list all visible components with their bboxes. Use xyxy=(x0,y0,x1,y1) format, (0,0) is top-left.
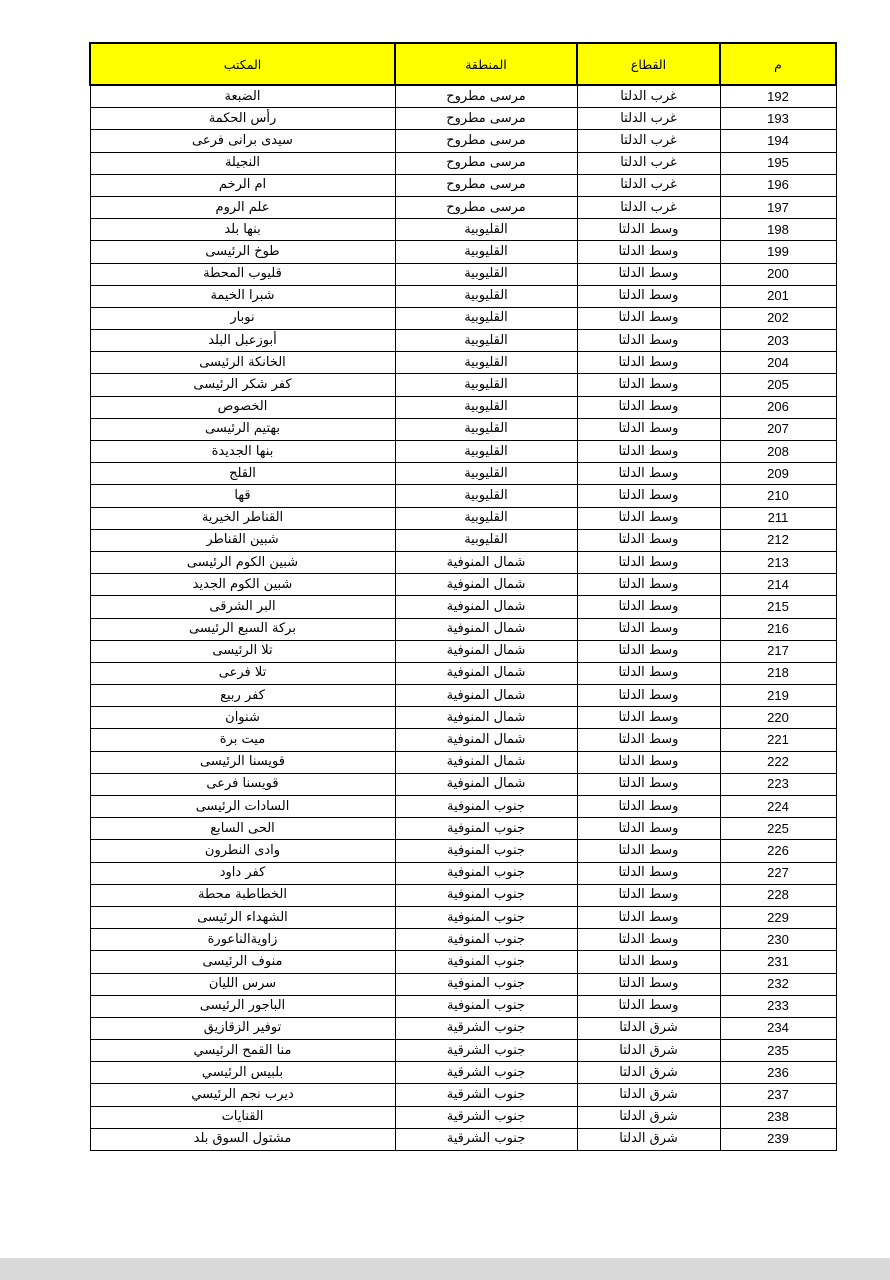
table-row xyxy=(90,973,836,995)
sector-cell: وسط الدلتا xyxy=(577,596,720,618)
table-body xyxy=(90,85,836,1151)
number-cell: 231 xyxy=(720,951,836,973)
office-cell: شنوان xyxy=(90,707,395,729)
table-row xyxy=(90,352,836,374)
table-row xyxy=(90,241,836,263)
region-cell: شمال المنوفية xyxy=(395,596,577,618)
region-cell: جنوب المنوفية xyxy=(395,796,577,818)
region-cell: القليوبية xyxy=(395,396,577,418)
number-cell: 221 xyxy=(720,729,836,751)
office-cell: بهتيم الرئيسى xyxy=(90,418,395,440)
number-cell: 219 xyxy=(720,685,836,707)
number-cell: 226 xyxy=(720,840,836,862)
office-cell: السادات الرئيسى xyxy=(90,796,395,818)
sector-cell: وسط الدلتا xyxy=(577,951,720,973)
office-cell: قها xyxy=(90,485,395,507)
office-cell: الحى السابع xyxy=(90,818,395,840)
number-cell: 232 xyxy=(720,973,836,995)
region-cell: جنوب المنوفية xyxy=(395,840,577,862)
table-row xyxy=(90,773,836,795)
region-cell: جنوب الشرقية xyxy=(395,1128,577,1150)
number-cell: 203 xyxy=(720,330,836,352)
table-row xyxy=(90,263,836,285)
sector-cell: غرب الدلتا xyxy=(577,108,720,130)
region-cell: القليوبية xyxy=(395,463,577,485)
sector-cell: غرب الدلتا xyxy=(577,130,720,152)
region-cell: جنوب المنوفية xyxy=(395,862,577,884)
number-cell: 205 xyxy=(720,374,836,396)
header-sector: القطاع xyxy=(577,43,720,85)
number-cell: 220 xyxy=(720,707,836,729)
region-cell: القليوبية xyxy=(395,263,577,285)
region-cell: مرسى مطروح xyxy=(395,174,577,196)
table-row xyxy=(90,285,836,307)
office-cell: قويسنا الرئيسى xyxy=(90,751,395,773)
table-row xyxy=(90,574,836,596)
sector-cell: شرق الدلتا xyxy=(577,1106,720,1128)
number-cell: 234 xyxy=(720,1017,836,1039)
region-cell: جنوب المنوفية xyxy=(395,818,577,840)
number-cell: 197 xyxy=(720,196,836,218)
table-row xyxy=(90,85,836,108)
sector-cell: شرق الدلتا xyxy=(577,1017,720,1039)
region-cell: مرسى مطروح xyxy=(395,85,577,108)
office-cell: وادى النطرون xyxy=(90,840,395,862)
table-row xyxy=(90,929,836,951)
office-cell: ميت برة xyxy=(90,729,395,751)
table-row xyxy=(90,1062,836,1084)
sector-cell: وسط الدلتا xyxy=(577,729,720,751)
table-row xyxy=(90,396,836,418)
table-row xyxy=(90,108,836,130)
sector-cell: وسط الدلتا xyxy=(577,574,720,596)
number-cell: 230 xyxy=(720,929,836,951)
number-cell: 207 xyxy=(720,418,836,440)
region-cell: القليوبية xyxy=(395,485,577,507)
sector-cell: وسط الدلتا xyxy=(577,463,720,485)
region-cell: القليوبية xyxy=(395,307,577,329)
sector-cell: وسط الدلتا xyxy=(577,396,720,418)
region-cell: شمال المنوفية xyxy=(395,640,577,662)
office-cell: أبوزعبل البلد xyxy=(90,330,395,352)
region-cell: شمال المنوفية xyxy=(395,662,577,684)
office-cell: رأس الحكمة xyxy=(90,108,395,130)
number-cell: 208 xyxy=(720,441,836,463)
office-cell: سيدى برانى فرعى xyxy=(90,130,395,152)
office-cell: منوف الرئيسى xyxy=(90,951,395,973)
table-row xyxy=(90,485,836,507)
office-cell: منا القمح الرئيسي xyxy=(90,1040,395,1062)
office-cell: شبين القناطر xyxy=(90,529,395,551)
office-cell: البر الشرقى xyxy=(90,596,395,618)
region-cell: القليوبية xyxy=(395,352,577,374)
office-cell: مشتول السوق بلد xyxy=(90,1128,395,1150)
sector-cell: وسط الدلتا xyxy=(577,441,720,463)
number-cell: 214 xyxy=(720,574,836,596)
table-row xyxy=(90,951,836,973)
region-cell: شمال المنوفية xyxy=(395,729,577,751)
table-row xyxy=(90,1017,836,1039)
number-cell: 201 xyxy=(720,285,836,307)
office-cell: الشهداء الرئيسى xyxy=(90,906,395,928)
number-cell: 192 xyxy=(720,85,836,108)
office-cell: ديرب نجم الرئيسي xyxy=(90,1084,395,1106)
number-cell: 206 xyxy=(720,396,836,418)
region-cell: القليوبية xyxy=(395,241,577,263)
number-cell: 224 xyxy=(720,796,836,818)
number-cell: 202 xyxy=(720,307,836,329)
number-cell: 216 xyxy=(720,618,836,640)
region-cell: جنوب المنوفية xyxy=(395,973,577,995)
table-row xyxy=(90,618,836,640)
region-cell: شمال المنوفية xyxy=(395,685,577,707)
number-cell: 237 xyxy=(720,1084,836,1106)
number-cell: 225 xyxy=(720,818,836,840)
sector-cell: وسط الدلتا xyxy=(577,374,720,396)
table-row xyxy=(90,196,836,218)
office-cell: بركة السبع الرئيسى xyxy=(90,618,395,640)
number-cell: 222 xyxy=(720,751,836,773)
region-cell: شمال المنوفية xyxy=(395,773,577,795)
sector-cell: وسط الدلتا xyxy=(577,796,720,818)
region-cell: مرسى مطروح xyxy=(395,108,577,130)
table-row xyxy=(90,862,836,884)
sector-cell: وسط الدلتا xyxy=(577,906,720,928)
number-cell: 211 xyxy=(720,507,836,529)
number-cell: 209 xyxy=(720,463,836,485)
number-cell: 239 xyxy=(720,1128,836,1150)
office-cell: القنايات xyxy=(90,1106,395,1128)
office-cell: القناطر الخيرية xyxy=(90,507,395,529)
number-cell: 215 xyxy=(720,596,836,618)
sector-cell: وسط الدلتا xyxy=(577,551,720,573)
office-cell: النجيلة xyxy=(90,152,395,174)
region-cell: جنوب الشرقية xyxy=(395,1040,577,1062)
table-row xyxy=(90,884,836,906)
table-row xyxy=(90,418,836,440)
region-cell: شمال المنوفية xyxy=(395,574,577,596)
number-cell: 204 xyxy=(720,352,836,374)
number-cell: 228 xyxy=(720,884,836,906)
sector-cell: وسط الدلتا xyxy=(577,862,720,884)
office-cell: شبين الكوم الجديد xyxy=(90,574,395,596)
number-cell: 218 xyxy=(720,662,836,684)
sector-cell: وسط الدلتا xyxy=(577,995,720,1017)
office-cell: ام الرخم xyxy=(90,174,395,196)
sector-cell: وسط الدلتا xyxy=(577,285,720,307)
region-cell: جنوب المنوفية xyxy=(395,884,577,906)
sector-cell: وسط الدلتا xyxy=(577,241,720,263)
office-cell: شبين الكوم الرئيسى xyxy=(90,551,395,573)
table-row xyxy=(90,729,836,751)
office-cell: سرس الليان xyxy=(90,973,395,995)
sector-cell: غرب الدلتا xyxy=(577,152,720,174)
table-row xyxy=(90,174,836,196)
region-cell: جنوب الشرقية xyxy=(395,1106,577,1128)
office-cell: الخانكة الرئيسى xyxy=(90,352,395,374)
table-row xyxy=(90,818,836,840)
sector-cell: وسط الدلتا xyxy=(577,751,720,773)
table-row xyxy=(90,707,836,729)
region-cell: القليوبية xyxy=(395,529,577,551)
table-row xyxy=(90,529,836,551)
table-row xyxy=(90,551,836,573)
office-cell: قليوب المحطة xyxy=(90,263,395,285)
number-cell: 238 xyxy=(720,1106,836,1128)
office-cell: توفير الزقازيق xyxy=(90,1017,395,1039)
sector-cell: شرق الدلتا xyxy=(577,1084,720,1106)
office-cell: قويسنا فرعى xyxy=(90,773,395,795)
region-cell: مرسى مطروح xyxy=(395,130,577,152)
sector-cell: وسط الدلتا xyxy=(577,840,720,862)
region-cell: القليوبية xyxy=(395,219,577,241)
number-cell: 223 xyxy=(720,773,836,795)
number-cell: 200 xyxy=(720,263,836,285)
sector-cell: وسط الدلتا xyxy=(577,485,720,507)
bottom-bar xyxy=(0,1258,890,1280)
office-cell: القلج xyxy=(90,463,395,485)
table-row xyxy=(90,840,836,862)
office-cell: تلا الرئيسى xyxy=(90,640,395,662)
number-cell: 235 xyxy=(720,1040,836,1062)
office-cell: كفر شكر الرئيسى xyxy=(90,374,395,396)
table-row xyxy=(90,796,836,818)
sector-cell: شرق الدلتا xyxy=(577,1128,720,1150)
region-cell: جنوب المنوفية xyxy=(395,951,577,973)
table-row xyxy=(90,995,836,1017)
table-row xyxy=(90,1106,836,1128)
number-cell: 199 xyxy=(720,241,836,263)
number-cell: 212 xyxy=(720,529,836,551)
sector-cell: وسط الدلتا xyxy=(577,929,720,951)
sector-cell: وسط الدلتا xyxy=(577,529,720,551)
office-cell: بنها الجديدة xyxy=(90,441,395,463)
region-cell: القليوبية xyxy=(395,507,577,529)
sector-cell: شرق الدلتا xyxy=(577,1040,720,1062)
office-cell: الخصوص xyxy=(90,396,395,418)
sector-cell: وسط الدلتا xyxy=(577,307,720,329)
region-cell: جنوب الشرقية xyxy=(395,1062,577,1084)
office-cell: الضبعة xyxy=(90,85,395,108)
sector-cell: وسط الدلتا xyxy=(577,418,720,440)
sector-cell: وسط الدلتا xyxy=(577,685,720,707)
sector-cell: وسط الدلتا xyxy=(577,219,720,241)
header-region: المنطقة xyxy=(395,43,577,85)
number-cell: 198 xyxy=(720,219,836,241)
sector-cell: وسط الدلتا xyxy=(577,640,720,662)
offices-table xyxy=(89,42,837,1151)
office-cell: الخطاطبة محطة xyxy=(90,884,395,906)
region-cell: جنوب الشرقية xyxy=(395,1017,577,1039)
sector-cell: غرب الدلتا xyxy=(577,196,720,218)
sector-cell: غرب الدلتا xyxy=(577,174,720,196)
region-cell: جنوب المنوفية xyxy=(395,929,577,951)
region-cell: جنوب المنوفية xyxy=(395,995,577,1017)
table-row xyxy=(90,374,836,396)
table-row xyxy=(90,307,836,329)
region-cell: القليوبية xyxy=(395,285,577,307)
table-row xyxy=(90,507,836,529)
number-cell: 194 xyxy=(720,130,836,152)
number-cell: 210 xyxy=(720,485,836,507)
region-cell: شمال المنوفية xyxy=(395,551,577,573)
office-cell: الباجور الرئيسى xyxy=(90,995,395,1017)
sector-cell: وسط الدلتا xyxy=(577,973,720,995)
sector-cell: وسط الدلتا xyxy=(577,773,720,795)
table-row xyxy=(90,906,836,928)
sector-cell: وسط الدلتا xyxy=(577,507,720,529)
region-cell: شمال المنوفية xyxy=(395,618,577,640)
region-cell: مرسى مطروح xyxy=(395,152,577,174)
sector-cell: وسط الدلتا xyxy=(577,263,720,285)
number-cell: 236 xyxy=(720,1062,836,1084)
office-cell: كفر داود xyxy=(90,862,395,884)
table-row xyxy=(90,640,836,662)
number-cell: 196 xyxy=(720,174,836,196)
region-cell: القليوبية xyxy=(395,441,577,463)
sector-cell: وسط الدلتا xyxy=(577,818,720,840)
table-row xyxy=(90,662,836,684)
sector-cell: غرب الدلتا xyxy=(577,85,720,108)
sector-cell: وسط الدلتا xyxy=(577,884,720,906)
header-office: المكتب xyxy=(90,43,395,85)
table-row xyxy=(90,152,836,174)
table-row xyxy=(90,1084,836,1106)
table-row xyxy=(90,330,836,352)
office-cell: نوبار xyxy=(90,307,395,329)
region-cell: القليوبية xyxy=(395,418,577,440)
number-cell: 229 xyxy=(720,906,836,928)
office-cell: بنها بلد xyxy=(90,219,395,241)
table-row xyxy=(90,1128,836,1150)
office-cell: تلا فرعى xyxy=(90,662,395,684)
number-cell: 227 xyxy=(720,862,836,884)
sector-cell: وسط الدلتا xyxy=(577,330,720,352)
number-cell: 233 xyxy=(720,995,836,1017)
office-cell: شبرا الخيمة xyxy=(90,285,395,307)
table-row xyxy=(90,463,836,485)
table-header-row xyxy=(90,43,836,85)
office-cell: بلبيس الرئيسي xyxy=(90,1062,395,1084)
number-cell: 193 xyxy=(720,108,836,130)
sector-cell: وسط الدلتا xyxy=(577,662,720,684)
office-cell: زاويةالناعورة xyxy=(90,929,395,951)
region-cell: شمال المنوفية xyxy=(395,751,577,773)
region-cell: القليوبية xyxy=(395,330,577,352)
table-row xyxy=(90,1040,836,1062)
region-cell: جنوب الشرقية xyxy=(395,1084,577,1106)
region-cell: شمال المنوفية xyxy=(395,707,577,729)
office-cell: علم الروم xyxy=(90,196,395,218)
region-cell: مرسى مطروح xyxy=(395,196,577,218)
table-row xyxy=(90,130,836,152)
region-cell: القليوبية xyxy=(395,374,577,396)
sector-cell: وسط الدلتا xyxy=(577,707,720,729)
sector-cell: شرق الدلتا xyxy=(577,1062,720,1084)
number-cell: 195 xyxy=(720,152,836,174)
table-row xyxy=(90,219,836,241)
number-cell: 217 xyxy=(720,640,836,662)
number-cell: 213 xyxy=(720,551,836,573)
office-cell: كفر ربيع xyxy=(90,685,395,707)
table-row xyxy=(90,751,836,773)
table-row xyxy=(90,596,836,618)
sector-cell: وسط الدلتا xyxy=(577,352,720,374)
table-row xyxy=(90,441,836,463)
header-number: م xyxy=(720,43,836,85)
table-row xyxy=(90,685,836,707)
office-cell: طوخ الرئيسى xyxy=(90,241,395,263)
region-cell: جنوب المنوفية xyxy=(395,906,577,928)
sector-cell: وسط الدلتا xyxy=(577,618,720,640)
